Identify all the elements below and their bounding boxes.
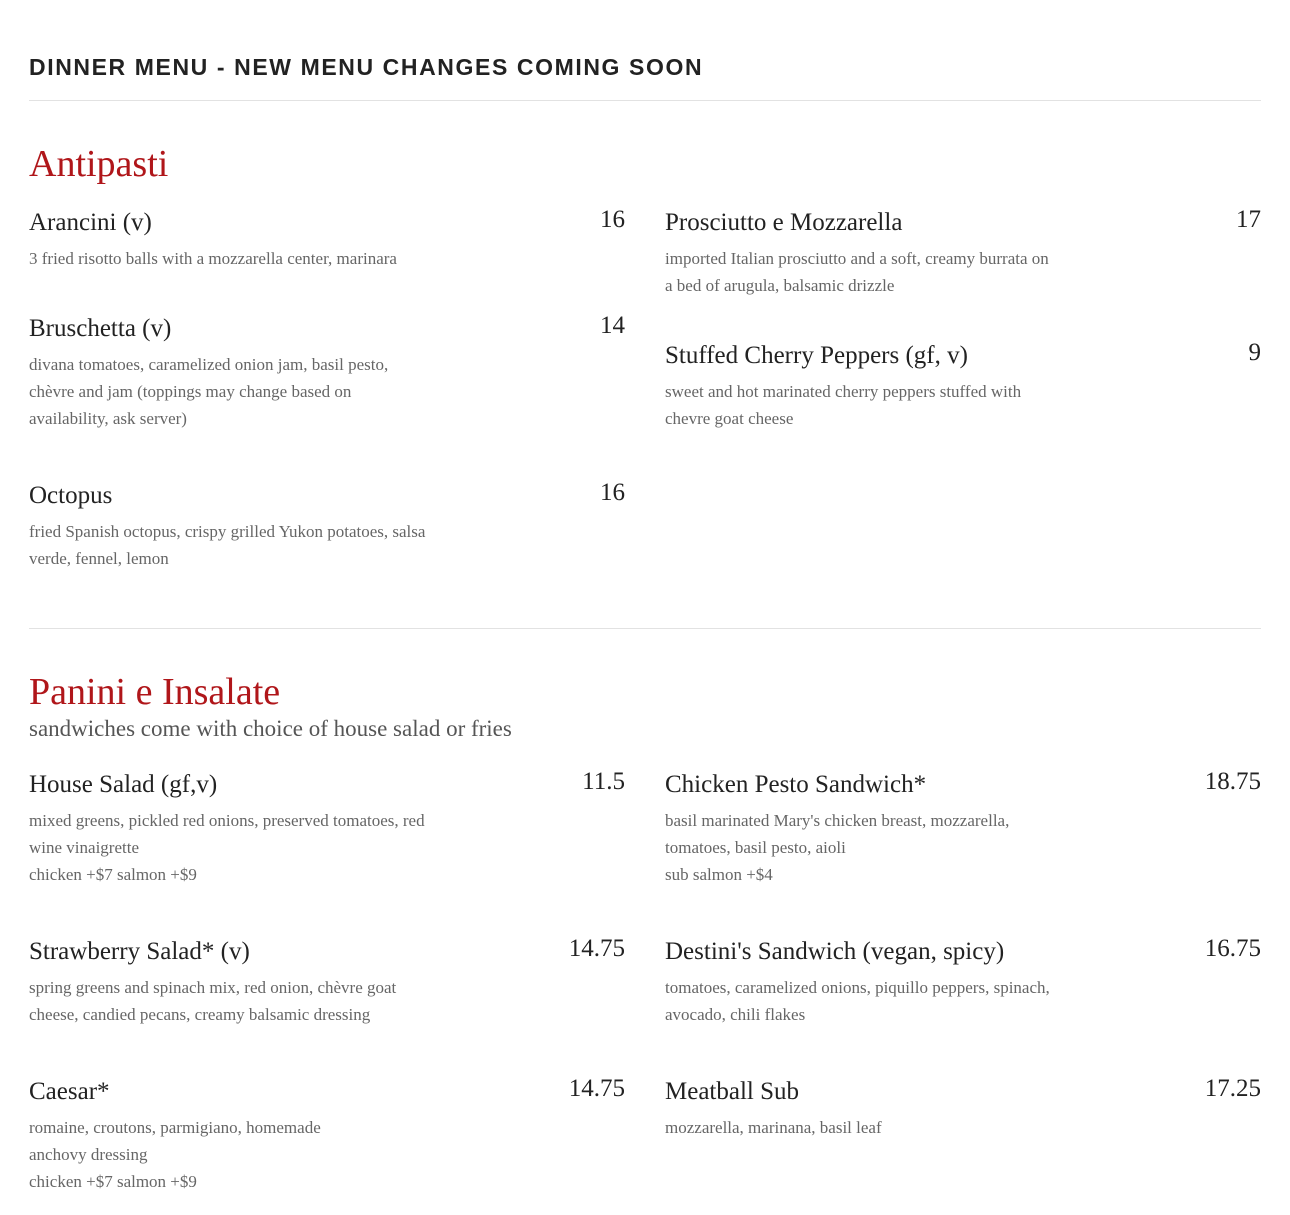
page-title: DINNER MENU - NEW MENU CHANGES COMING SOON [29,54,704,80]
item-price: 16.75 [1204,935,1261,962]
item-price: 14.75 [568,1075,625,1102]
item-description: fried Spanish octopus, crispy grilled Yukon potatoes, salsa verde, fennel, lemon [29,522,426,568]
menu-item [665,1077,1261,1141]
item-description: mixed greens, pickled red onions, preserved tomatoes, red wine vinaigrette chicken +$7 salmon +$9 [29,811,425,884]
menu-column-left [29,770,625,1195]
item-name: Arancini (v) [29,209,152,236]
menu-item [29,481,625,572]
item-price: 16 [600,479,625,506]
item-name: Bruschetta (v) [29,315,172,342]
section-title: Antipasti [29,143,169,185]
menu-item [29,314,625,432]
item-name: Caesar* [29,1078,110,1105]
item-price: 17.25 [1204,1075,1261,1102]
item-description: tomatoes, caramelized onions, piquillo peppers, spinach, avocado, chili flakes [665,978,1050,1024]
item-name: Meatball Sub [665,1078,800,1105]
item-price: 14 [600,312,625,339]
item-description: 3 fried risotto balls with a mozzarella center, marinara [29,249,397,268]
menu-section-antipasti [29,101,1261,572]
menu-item [665,770,1261,888]
item-name: Chicken Pesto Sandwich* [665,771,927,798]
item-description: imported Italian prosciutto and a soft, creamy burrata on a bed of arugula, balsamic drizzle [665,249,1049,295]
item-name: House Salad (gf,v) [29,771,218,798]
menu-page [29,0,1261,1195]
item-description: spring greens and spinach mix, red onion, chèvre goat cheese, candied pecans, creamy balsamic dressing [29,978,397,1024]
item-price: 16 [600,206,625,233]
menu-section-panini-e-insalate [29,629,1261,1195]
item-description: basil marinated Mary's chicken breast, mozzarella, tomatoes, basil pesto, aioli sub salmon +$4 [665,811,1010,884]
item-name: Prosciutto e Mozzarella [665,209,903,236]
menu-column-right [665,208,1261,572]
item-name: Stuffed Cherry Peppers (gf, v) [665,342,968,369]
menu-item [665,937,1261,1028]
menu-item [29,1077,625,1195]
item-name: Octopus [29,482,113,509]
item-description: sweet and hot marinated cherry peppers stuffed with chevre goat cheese [665,382,1022,428]
item-description: romaine, croutons, parmigiano, homemade anchovy dressing chicken +$7 salmon +$9 [29,1118,321,1191]
item-price: 17 [1236,206,1261,233]
item-description: divana tomatoes, caramelized onion jam, basil pesto, chèvre and jam (toppings may change based on availability, ask server) [29,355,389,428]
item-name: Destini's Sandwich (vegan, spicy) [665,938,1005,965]
item-price: 11.5 [582,768,625,795]
section-subtitle: sandwiches come with choice of house salad or fries [29,716,512,741]
menu-column-left [29,208,625,572]
item-price: 14.75 [568,935,625,962]
item-name: Strawberry Salad* (v) [29,938,250,965]
item-price: 18.75 [1204,768,1261,795]
menu-item [29,208,625,272]
menu-item [665,341,1261,432]
item-description: mozzarella, marinana, basil leaf [665,1118,882,1137]
menu-item [665,208,1261,299]
menu-item [29,937,625,1028]
item-price: 9 [1248,339,1261,366]
section-title: Panini e Insalate [29,671,281,713]
menu-column-right [665,770,1261,1195]
menu-item [29,770,625,888]
